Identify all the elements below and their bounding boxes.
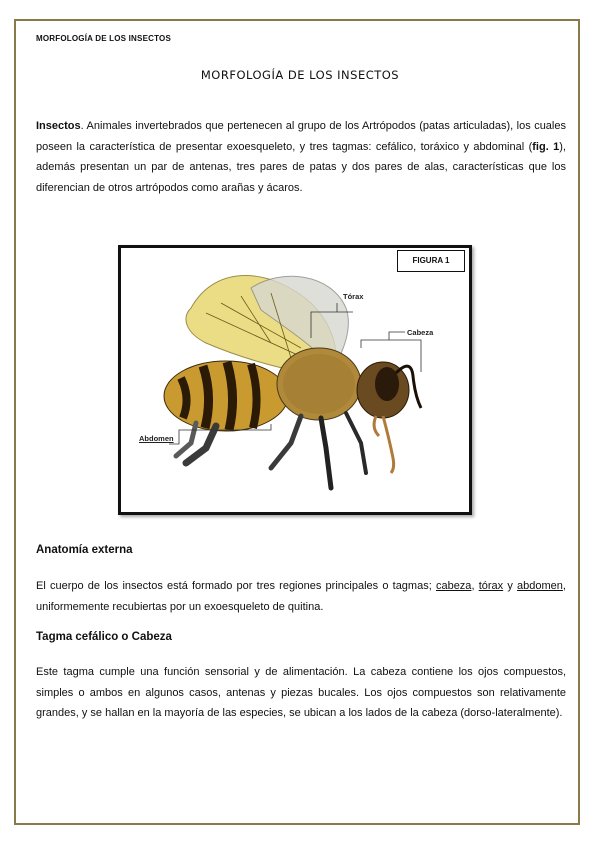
label-torax: Tórax — [343, 292, 364, 301]
separator: , — [471, 580, 479, 592]
anatomy-paragraph — [36, 576, 566, 617]
intro-text-a: . Animales invertebrados que pertenecen al grupo de los Artrópodos (patas articuladas), los cuales poseen la característica de presentar exoesqueleto, y tres tagmas: cefálico, toráxico y abdominal ( — [36, 120, 566, 153]
intro-text-b: ), además presentan un par de antenas, tres pares de patas y dos pares de alas, características que los diferencian de otros artrópodos como arañas y ácaros. — [36, 140, 566, 194]
bee-figure — [118, 245, 472, 515]
page-title: MORFOLOGÍA DE LOS INSECTOS — [200, 68, 400, 82]
term-cabeza: cabeza — [435, 580, 472, 592]
head-section-paragraph: Este tagma cumple una función sensorial y de alimentación. La cabeza contiene los ojos compuestos, simples o ambos en algunos casos, antenas y piezas bucales. Los ojos compuestos son relativamente grandes, y se hallan en la mayoría de las especies, se ubican a los lados de la cabeza (dorso-lateralmente). — [36, 666, 566, 719]
intro-paragraph — [36, 116, 566, 198]
anatomy-text-b: , uniformemente recubiertas por un exoesqueleto de quitina. — [36, 580, 566, 613]
running-header: MORFOLOGÍA DE LOS INSECTOS — [36, 34, 171, 43]
anatomy-heading: Anatomía externa — [36, 544, 133, 556]
label-cabeza: Cabeza — [407, 328, 434, 337]
term-abdomen: abdomen — [517, 580, 563, 592]
separator: y — [503, 580, 518, 592]
bee-illustration — [121, 248, 469, 512]
label-abdomen: Abdomen — [139, 434, 174, 443]
anatomy-text-a: El cuerpo de los insectos está formado por tres regiones principales o tagmas; — [36, 580, 436, 592]
intro-term: Insectos — [36, 120, 81, 132]
figure-reference: fig. 1 — [532, 140, 560, 153]
figure-tag: FIGURA 1 — [397, 250, 465, 272]
head-section-heading: Tagma cefálico o Cabeza — [36, 631, 172, 643]
term-torax: tórax — [478, 580, 504, 592]
